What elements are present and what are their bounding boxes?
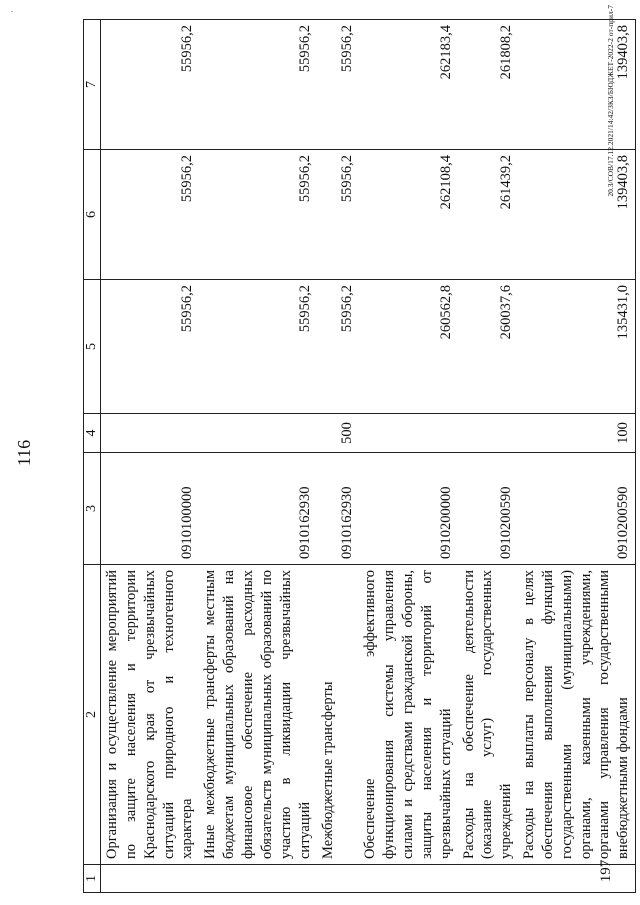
row-name: Организация и осуществление мероприятий по защите населения и территории Краснодарского края от чрезвычайных ситуаций природного и техногенного характера [101,565,200,865]
row-name: Расходы на обеспечение деятельности (оказание услуг) государственных учреждений [458,565,519,865]
amount-2022: 55956,2 [199,280,317,414]
amount-2024: 139403,8 [518,20,636,150]
column-number: 4 [84,414,101,453]
table-row [458,20,519,893]
running-footer: 20.3/СОВ/17.12.2021/14:42/ЗКЗ/БЮДЖЕТ-2022-2 от-прил-7 [606,5,615,197]
amount-2024: 55956,2 [199,20,317,150]
amount-2023: 261439,2 [458,150,519,280]
amount-2023: 262108,4 [359,150,457,280]
row-number-cell [458,865,519,893]
target-article-code: 0910162930 [199,453,317,565]
column-number: 1 [84,865,101,893]
amount-2022: 55956,2 [101,280,200,414]
table-row [199,20,317,893]
row-name: Обеспечение эффективного функционирования системы управления силами и средствами гражданской обороны, защиты населения и территорий от чрезвычайных ситуаций [359,565,457,865]
target-article-code: 0910200590 [458,453,519,565]
amount-2024: 55956,2 [317,20,359,150]
amount-2023: 55956,2 [101,150,200,280]
row-number-cell [199,865,317,893]
column-number: 2 [84,565,101,865]
amount-2023: 139403,8 [518,150,636,280]
column-number: 5 [84,280,101,414]
sheet-number: 197 [598,859,614,883]
column-number-row [84,20,101,893]
row-name: Межбюджетные трансферты [317,565,359,865]
expense-type-code [359,414,457,453]
table-row [518,20,636,893]
column-number: 3 [84,453,101,565]
row-number-cell [101,865,200,893]
table-row [101,20,200,893]
amount-2023: 55956,2 [199,150,317,280]
amount-2024: 262183,4 [359,20,457,150]
expense-type-code: 100 [518,414,636,453]
table-row [359,20,457,893]
target-article-code: 0910200000 [359,453,457,565]
amount-2022: 260037,6 [458,280,519,414]
column-number: 6 [84,150,101,280]
page-number: 116 [14,439,34,467]
row-number-cell [518,865,636,893]
table-row [317,20,359,893]
amount-2022: 135431,0 [518,280,636,414]
amount-2024: 261808,2 [458,20,519,150]
amount-2022: 55956,2 [317,280,359,414]
expense-type-code [458,414,519,453]
row-number-cell [359,865,457,893]
amount-2024: 55956,2 [101,20,200,150]
column-number: 7 [84,20,101,150]
row-name: Иные межбюджетные трансферты местным бюджетам муниципальных образований на финансовое обеспечение расходных обязательств муниципальных образований по участию в ликвидации чрезвычайных ситуаций [199,565,317,865]
row-number-cell [317,865,359,893]
target-article-code: 0910162930 [317,453,359,565]
expense-type-code [199,414,317,453]
row-name: Расходы на выплаты персоналу в целях обеспечения выполнения функций государственными (муниципальными) органами, казенными учреждениями, органами управления государственными внебюджетными фондами [518,565,636,865]
budget-table [83,19,636,893]
expense-type-code [101,414,200,453]
scan-dot: · [8,10,17,13]
target-article-code: 0910100000 [101,453,200,565]
expense-type-code: 500 [317,414,359,453]
amount-2023: 55956,2 [317,150,359,280]
target-article-code: 0910200590 [518,453,636,565]
amount-2022: 260562,8 [359,280,457,414]
